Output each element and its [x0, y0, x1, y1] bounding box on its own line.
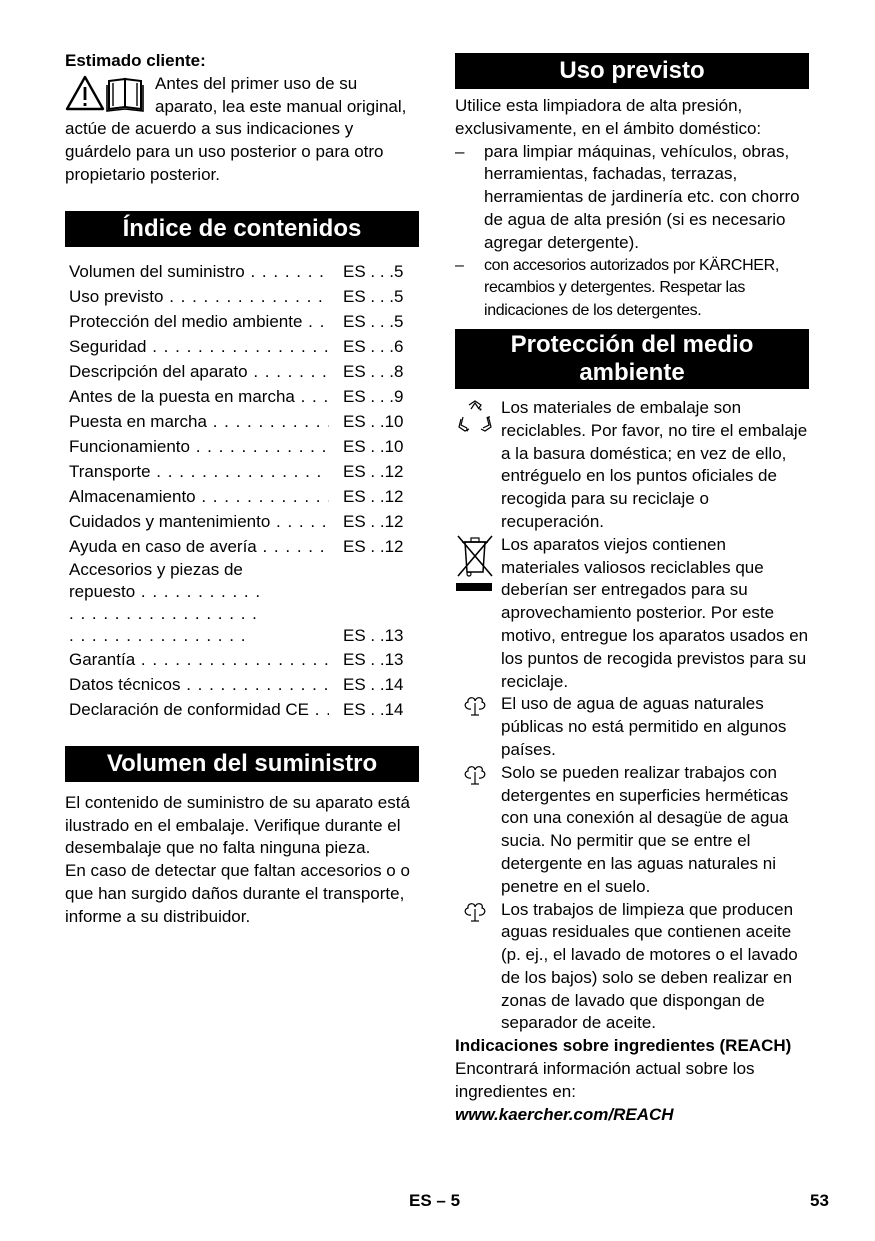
- toc-entry[interactable]: [65, 334, 419, 359]
- env-text-5: Los trabajos de limpieza que producen aguas residuales que contienen aceite (p. ej., el lavado de motores o el lavado de los bajos) solo se deben realizar en zonas de lavado que dispongan de separador de aceite.: [501, 899, 798, 1033]
- right-column: [455, 53, 809, 1126]
- toc-entry[interactable]: [65, 559, 419, 647]
- toc-page: ES . .13: [343, 649, 404, 669]
- toc-page: ES . .12: [343, 536, 404, 556]
- toc-title: Puesta en marcha . . .: [69, 409, 329, 434]
- toc-page: ES . .10: [343, 411, 404, 431]
- toc-title: Funcionamiento . . .: [69, 434, 329, 459]
- toc-title: Volumen del suministro . . .: [69, 259, 329, 284]
- env-item-recycle: [455, 397, 809, 534]
- toc-page: ES . . .6: [343, 336, 404, 356]
- volumen-paragraph-2: En caso de detectar que faltan accesorios o o que han surgido daños durante el transporte, informe a su distribuidor.: [65, 861, 410, 926]
- toc-page: ES . .12: [343, 486, 404, 506]
- toc-title: Accesorios y piezas de repuesto . . .: [69, 559, 329, 647]
- toc-entry[interactable]: [65, 509, 419, 534]
- toc-entry[interactable]: [65, 459, 419, 484]
- toc-entry[interactable]: [65, 484, 419, 509]
- volumen-heading: Volumen del suministro: [65, 746, 419, 782]
- toc-title: Protección del medio ambiente . . .: [69, 309, 329, 334]
- reach-text: Encontrará información actual sobre los ingredientes en:: [455, 1059, 755, 1101]
- env-text-1: Los materiales de embalaje son reciclables. Por favor, no tire el embalaje a la basura doméstica; en vez de ello, entréguelo en los puntos oficiales de recogida para su reciclaje o recuperación.: [501, 397, 808, 531]
- toc-entry[interactable]: [65, 259, 419, 284]
- toc-entry[interactable]: [65, 647, 419, 672]
- toc-heading: Índice de contenidos: [65, 211, 419, 247]
- toc-entry[interactable]: [65, 359, 419, 384]
- uso-intro: Utilice esta limpiadora de alta presión, exclusivamente, en el ámbito doméstico:: [455, 96, 762, 138]
- env-item-water: [455, 693, 809, 761]
- uso-item-2: con accesorios autorizados por KÄRCHER, recambios y detergentes. Respetar las indicaciones de los detergentes.: [484, 256, 779, 320]
- env-item-weee: [455, 534, 809, 694]
- toc-page: ES . . .5: [343, 311, 404, 331]
- toc-entry[interactable]: [65, 534, 419, 559]
- left-column: [65, 50, 419, 929]
- toc-page: ES . . .5: [343, 286, 404, 306]
- warning-manual-icon: [65, 73, 151, 113]
- toc-title: Cuidados y mantenimiento . . .: [69, 509, 329, 534]
- toc-page: ES . .10: [343, 436, 404, 456]
- toc-title: Uso previsto . . .: [69, 284, 329, 309]
- toc-title: Declaración de conformidad CE . . .: [69, 697, 329, 722]
- toc-page: ES . . .9: [343, 386, 404, 406]
- toc-title: Datos técnicos . . .: [69, 672, 329, 697]
- intro-text: Antes del primer uso de su aparato, lea este manual original, actúe de acuerdo a sus indicaciones y guárdelo para un uso posterior o para otro propietario posterior.: [65, 73, 407, 184]
- toc-title: Almacenamiento . . .: [69, 484, 329, 509]
- toc-page: ES . . .8: [343, 361, 404, 381]
- dash-bullet: –: [455, 141, 465, 161]
- toc-title: Transporte . . .: [69, 459, 329, 484]
- toc-entry[interactable]: [65, 309, 419, 334]
- toc-page: ES . .12: [343, 461, 404, 481]
- crossed-bin-icon: [455, 534, 495, 607]
- footer-section: ES – 5: [409, 1191, 461, 1210]
- env-text-3: El uso de agua de aguas naturales públicas no está permitido en algunos países.: [501, 694, 787, 759]
- toc-entry[interactable]: [65, 384, 419, 409]
- env-item-oil: [455, 899, 809, 1036]
- intro-icons: [65, 73, 151, 113]
- intro-block: [65, 73, 419, 187]
- env-text-2: Los aparatos viejos contienen materiales valiosos reciclables que deberían ser entregados para su aprovechamiento posterior. Por este motivo, entregue los aparatos usados en los puntos de recogida previstos para su reciclaje.: [501, 534, 809, 691]
- toc-entry[interactable]: [65, 409, 419, 434]
- toc-entry[interactable]: [65, 284, 419, 309]
- reach-heading: Indicaciones sobre ingredientes (REACH): [455, 1036, 792, 1056]
- toc-title: Descripción del aparato . . .: [69, 359, 329, 384]
- toc-page: ES . .13: [343, 625, 404, 645]
- toc-entry[interactable]: [65, 672, 419, 697]
- recycle-icon: [455, 397, 495, 444]
- env-text-4: Solo se pueden realizar trabajos con detergentes en superficies herméticas con una conexión al desagüe de agua sucia. No permitir que se entre el detergente en las aguas naturales ni penetre en el suelo.: [501, 762, 789, 896]
- toc-title: Seguridad . . .: [69, 334, 329, 359]
- environment-icon: [455, 693, 495, 726]
- toc-title: Ayuda en caso de avería . . .: [69, 534, 329, 559]
- environment-icon: [455, 899, 495, 932]
- toc-entry[interactable]: [65, 697, 419, 722]
- toc-page: ES . .14: [343, 699, 404, 719]
- toc-entry[interactable]: [65, 434, 419, 459]
- reach-link[interactable]: www.kaercher.com/REACH: [455, 1104, 674, 1124]
- environment-icon: [455, 762, 495, 795]
- proteccion-heading: Protección del medio ambiente: [455, 329, 809, 389]
- toc-title: Antes de la puesta en marcha . . .: [69, 384, 329, 409]
- toc-page: ES . . .5: [343, 261, 404, 281]
- toc-page: ES . .14: [343, 674, 404, 694]
- env-item-detergent: [455, 762, 809, 899]
- volumen-paragraph-1: El contenido de suministro de su aparato está ilustrado en el embalaje. Verifique durante el desembalaje que no falta ninguna pieza.: [65, 792, 410, 858]
- uso-heading: Uso previsto: [455, 53, 809, 89]
- toc-title: Garantía . . .: [69, 647, 329, 672]
- toc-page: ES . .12: [343, 511, 404, 531]
- greeting: Estimado cliente:: [65, 51, 206, 70]
- page-number: 53: [810, 1191, 829, 1210]
- uso-item-1: para limpiar máquinas, vehículos, obras, herramientas, fachadas, terrazas, herramientas de jardinería etc. con chorro de agua de alta presión (si es necesario agregar detergente).: [484, 141, 800, 252]
- dash-bullet: –: [455, 256, 464, 274]
- table-of-contents: [65, 259, 419, 722]
- list-item: [455, 255, 809, 323]
- list-item: [455, 141, 809, 255]
